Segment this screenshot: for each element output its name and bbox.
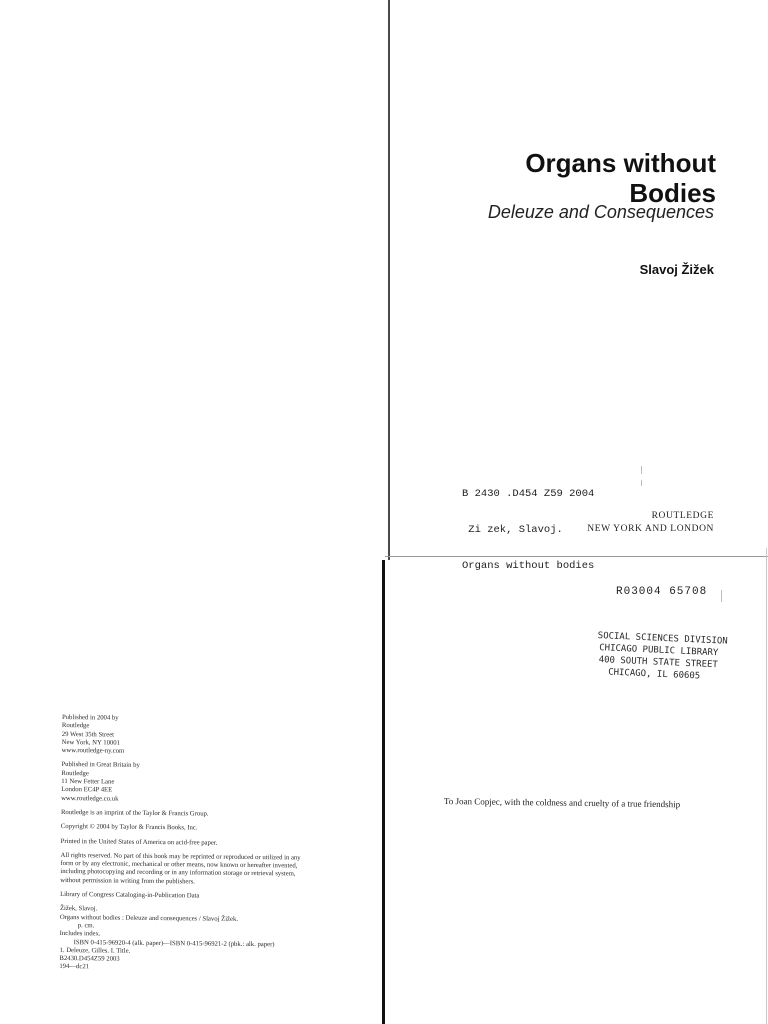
publisher-imprint [587, 510, 714, 536]
library-stamp [596, 630, 728, 684]
imprint-note: Routledge is an imprint of the Taylor & Francis Group. [60, 808, 209, 818]
copyright-line: 29 West 35th Street [61, 730, 115, 739]
cip-line: ISBN 0-415-96920-4 (alk. paper)—ISBN 0-415-96921-2 (pbk.: alk. paper) [73, 938, 275, 948]
cip-line: B2430.D454Z59 2003 [59, 955, 120, 963]
copyright-line: form or by any electronic, mechanical or other means, now known or hereafter invented, [60, 860, 298, 870]
page-gutter-bottom [382, 560, 385, 1024]
book-title-line: Bodies [629, 178, 716, 208]
copyright-line: without permission in writing from the publishers. [60, 876, 195, 886]
cip-line: Organs without bodies : Deleuze and consequences / Slavoj Žižek. [59, 913, 239, 923]
copyright-line: London EC4P 4EE [61, 786, 113, 794]
call-number-line: Organs without bodies [462, 560, 595, 572]
stamp-line: CHICAGO, IL 60605 [607, 667, 701, 682]
copyright-line: All rights reserved. No part of this book may be reprinted or reproduced or utilized in any [60, 851, 301, 862]
page-gutter-top [388, 0, 390, 560]
copyright-line: Routledge [61, 722, 90, 730]
stamp-line: SOCIAL SCIENCES DIVISION [597, 630, 728, 647]
library-call-number [462, 464, 594, 596]
copyright-line: www.routledge.co.uk [61, 794, 119, 803]
copyright-notice: Copyright © 2004 by Taylor & Francis Books, Inc. [60, 823, 198, 832]
us-publisher-block [62, 714, 362, 759]
rights-notice [60, 852, 360, 888]
publisher-location: NEW YORK AND LONDON [587, 524, 714, 534]
cip-line: Includes index. [59, 930, 101, 938]
book-author: Slavoj Žižek [639, 262, 714, 277]
book-title [525, 148, 716, 208]
cip-line: p. cm. [77, 922, 95, 930]
publisher-name: ROUTLEDGE [651, 511, 714, 521]
book-subtitle: Deleuze and Consequences [487, 202, 714, 222]
stamp-line: 400 SOUTH STATE STREET [598, 655, 719, 671]
cip-heading: Library of Congress Cataloging-in-Publication Data [60, 891, 200, 900]
dedication-text: To Joan Copjec, with the coldness and cruelty of a true friendship [443, 796, 681, 810]
cip-line: 1. Deleuze, Gilles. I. Title. [59, 946, 131, 955]
book-title-line: Organs without [525, 148, 716, 178]
copyright-page [59, 714, 362, 975]
copyright-line: including photocopying and recording or in any information storage or retrieval system, [60, 868, 296, 878]
call-number-line: B 2430 .D454 Z59 2004 [462, 488, 595, 500]
printing-note: Printed in the United States of America on acid-free paper. [60, 837, 218, 847]
scan-mark [721, 590, 722, 602]
call-number-line: Zi zek, Slavoj. [462, 524, 563, 536]
scan-mark [641, 480, 642, 486]
scan-mark [641, 466, 642, 474]
page-right-border [766, 548, 767, 1024]
copyright-line: New York, NY 10001 [61, 738, 121, 747]
cip-line: Žižek, Slavoj. [59, 905, 98, 913]
copyright-line: www.routledge-ny.com [61, 747, 125, 755]
cip-line: 194—dc21 [59, 963, 90, 971]
stamp-line: CHICAGO PUBLIC LIBRARY [598, 643, 719, 659]
copyright-line: Routledge [61, 769, 89, 778]
uk-publisher-block [61, 761, 361, 806]
copyright-line: Published in Great Britain by [61, 761, 140, 770]
library-barcode-number: R03004 65708 [616, 586, 708, 598]
copyright-line: Published in 2004 by [61, 714, 119, 722]
cip-data [59, 905, 360, 975]
copyright-line: 11 New Fetter Lane [61, 778, 115, 786]
